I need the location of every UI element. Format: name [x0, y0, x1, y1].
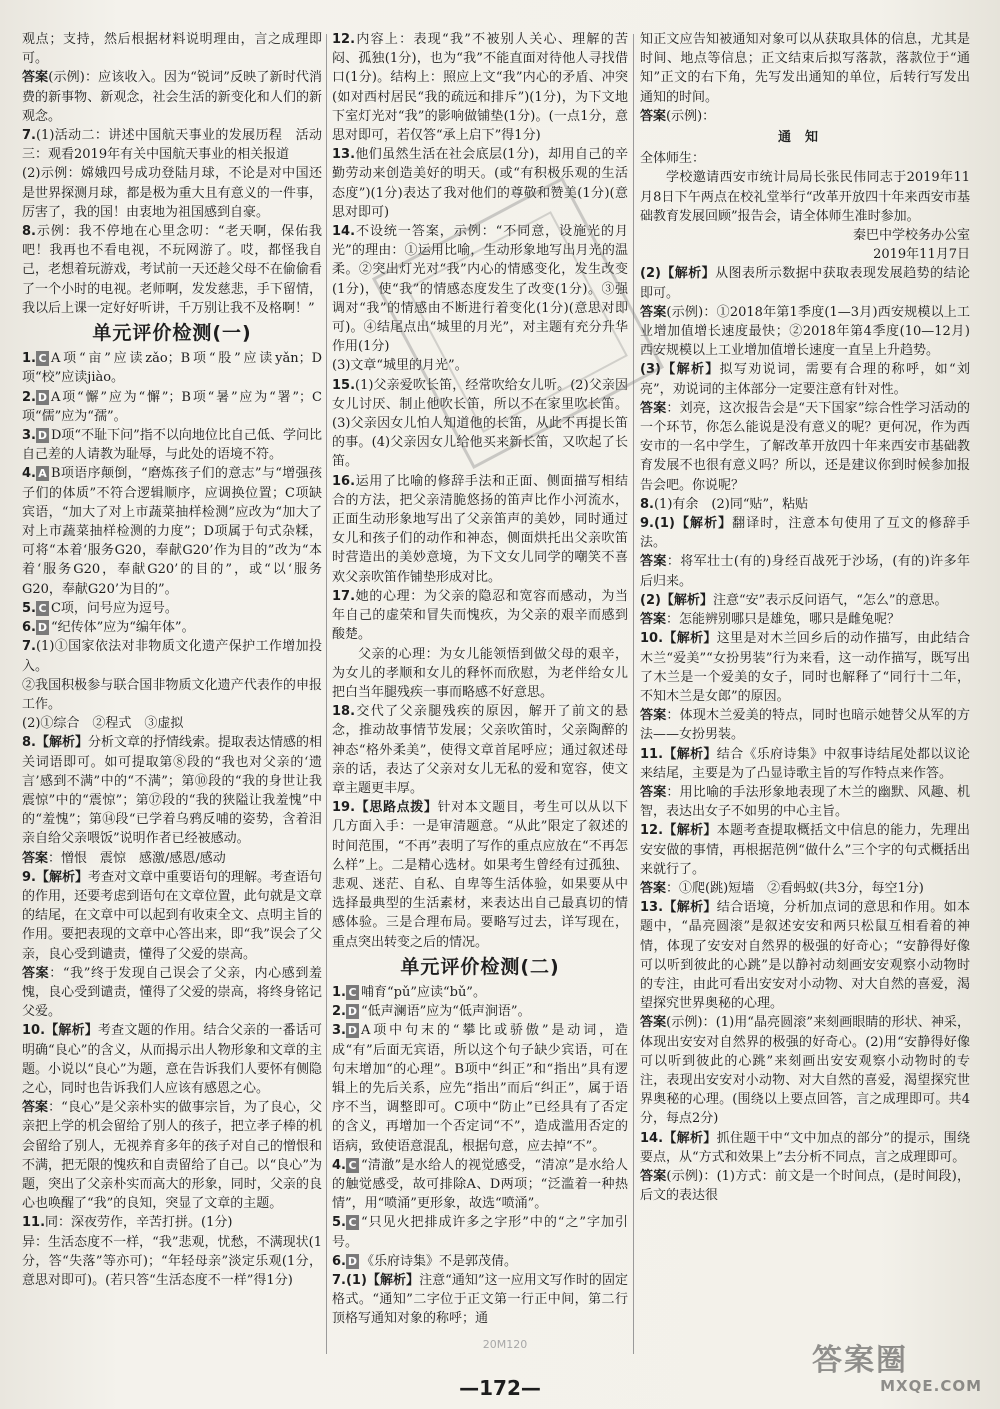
answer-text: 她的心理：为父亲的隐忍和宽容而感动，为当年自己的虚荣和冒失而愧疚，为父亲的艰辛而感到酸楚。	[332, 588, 628, 643]
answer-label: 答案	[640, 1168, 667, 1184]
answer-text: (示例)：	[666, 108, 716, 124]
choice-badge: C	[36, 601, 49, 616]
answer-text: A项“亩”应读zǎo；B项“股”应读yǎn；D项“校”应读jiào。	[22, 351, 322, 386]
answer-text: 学校邀请西安市统计局局长张民伟同志于2019年11月8日下午两点在校礼堂举行“改革开放四十年来西安市基础教育发展回顾”报告会，请全体师生准时参加。	[640, 170, 970, 224]
answer-text: “只见火把排成许多之字形”中的“之”字加引号。	[332, 1215, 628, 1250]
answer-text: 抓住题干中“文中加点的部分”的提示，围绕要点，从“方式和效果上”去分析不同点，言之成理即可。	[640, 1130, 970, 1165]
answer-label: 【解析】	[663, 900, 717, 916]
answer-item	[22, 1021, 322, 1098]
answer-paragraph	[22, 30, 322, 68]
answer-text: 哺育“pǔ”应读“bǔ”。	[360, 984, 486, 1000]
answer-paragraph	[22, 676, 322, 714]
answer-paragraph	[640, 360, 970, 398]
choice-badge: C	[36, 351, 49, 366]
item-number: 19.	[332, 800, 356, 816]
choice-badge: C	[346, 1158, 359, 1173]
answer-text: (1)有余 (2)同“贴”，粘贴	[653, 496, 809, 512]
answer-paragraph	[640, 303, 970, 361]
answer-item	[22, 426, 322, 464]
answer-paragraph	[22, 849, 322, 868]
section-heading: 单元评价检测(二)	[400, 955, 560, 978]
answer-paragraph	[640, 245, 970, 264]
item-number: 12.	[640, 823, 664, 839]
answer-item	[22, 1213, 322, 1232]
answer-label: 答案	[640, 554, 667, 570]
answer-item	[332, 145, 628, 222]
item-number: 15.	[332, 377, 356, 393]
answer-label: 答案	[22, 965, 50, 981]
answer-label: (2)【解析】	[640, 266, 716, 282]
watermark-logo-url: MXQE.COM	[880, 1377, 982, 1395]
answer-item	[640, 629, 970, 706]
item-number: 9.	[22, 869, 36, 885]
answer-item	[22, 349, 322, 387]
choice-badge: D	[347, 1024, 358, 1038]
answer-paragraph	[640, 30, 970, 107]
item-number: 3.	[332, 1023, 346, 1039]
answer-text: 结合语境，分析加点词的意思和作用。如本题中，“晶亮圆滚”是叙述安安和两只松鼠互相看着的神情，体现了安安对自然界的极强的好奇心；“安静得好像可以听到彼此的心跳”是以静衬动刻画安安观察小动物时的专注，由此可看出安安对小动物、对大自然的喜爱，渴望探究世界奥秘的心理。	[640, 900, 970, 1012]
item-number: 6.	[22, 620, 36, 636]
answer-item	[22, 126, 322, 164]
item-number: 18.	[332, 704, 356, 720]
answer-text: ：将军壮士(有的)身经百战死于沙场，(有的)许多年后归来。	[640, 554, 970, 589]
answer-paragraph	[640, 783, 970, 821]
answer-text: 交代了父亲腿残疾的原因，解开了前文的悬念，推动故事情节发展；父亲吹笛时，父亲陶醉的神态“格外柔美”，使得文章首尾呼应；通过叙述母亲的话，表达了父亲对女儿无私的爱和宽容，使文章主题更丰厚。	[332, 704, 628, 796]
item-number: 14.	[640, 1130, 664, 1146]
answer-text: (示例)：(1)用“晶亮圆滚”来刻画眼睛的形状、神采，体现出安安对自然界的极强的好奇心。(2)用“安静得好像可以听到彼此的心跳”来刻画出安安观察小动物时的专注，表现出安安对小动物、对大自然的喜爱，渴望探究世界奥秘的心理。(围绕以上要点回答，言之成理即可。共4分，每点2分)	[640, 1015, 970, 1127]
answer-text: 同：深夜劳作，辛苦打拼。(1分)	[45, 1215, 233, 1231]
print-code: 20M120	[482, 1338, 528, 1351]
answer-paragraph	[640, 168, 970, 226]
item-number: 2.	[22, 389, 36, 405]
answer-paragraph	[22, 964, 322, 1022]
item-number: 12.	[332, 32, 356, 47]
answer-text: (示例)：(1)方式：前文是一个时间点，(是时间段)，后文的表达很	[640, 1168, 970, 1204]
answer-item	[332, 1271, 628, 1329]
answer-text: 内容上：表现“我”不被别人关心、理解的苦闷、孤独(1分)，也为“我”不能直面对待他人寻找借口(1分)。结构上：照应上文“我”内心的矛盾、冲突(如对西村居民“我的疏远和排斥”)(1分)，为下文地下室灯光对“我”的影响做铺垫(1分)。(一点1分，意思对即可，若仅答“承上启下”得1分)	[332, 32, 628, 144]
answer-item	[22, 599, 322, 618]
answer-paragraph	[640, 879, 970, 898]
answer-text: ：体现木兰爱美的特点，同时也暗示她替父从军的方法——女扮男装。	[640, 708, 970, 743]
answer-text: B项语序颠倒，“磨炼孩子们的意志”与“增强孩子们的体质”不符合逻辑顺序，应调换位置；C项缺宾语，“加大了对上市蔬菜抽样检测”应改为“加大了对上市蔬菜抽样检测的力度”；D项属于句式杂糅，可将“本着‘服务G20，奉献G20’作为目的”改为“本着‘服务G20，奉献G20’的目的”，或“以‘服务G20，奉献G20’为目的”。	[22, 466, 322, 597]
answer-text: “清澈”是水给人的视觉感受，“清凉”是水给人的触觉感受，故可排除A、D两项；“泛滥着一种热情”，用“喷涌”更形象，故选“喷涌”。	[332, 1157, 628, 1212]
answer-label: 【解析】	[663, 746, 717, 762]
answer-text: 考查对文章中重要语句的理解。考查语句的作用，还要考虑到语句在文章位置，此句就是文章的结尾，在文章中可以起到有收束全文、点明主旨的作用。要把表现的文章中心答出来，即“我”误会了父亲，良心受到谴责，懂得了父爱的崇高。	[22, 869, 322, 962]
choice-badge: C	[346, 1215, 359, 1230]
watermark-logo	[812, 1343, 982, 1395]
answer-text: 拟写劝说词，需要有合理的称呼，如“刘亮”，劝说词的主体部分一定要注意有针对性。	[640, 362, 970, 397]
answer-label: (1)【解析】	[653, 516, 733, 532]
column-middle	[332, 30, 628, 1360]
answer-text: 父亲的心理：为女儿能领悟到做父母的艰辛，为女儿的孝顺和女儿的释怀而欣慰，为老伴给女儿把白当年腿残疾一事而略感不好意思。	[332, 646, 628, 700]
page-number: —172—	[459, 1376, 541, 1400]
answer-text: 针对本文题目，考生可以从以下几方面入手：一是审清题意。“从此”限定了叙述的时间范围，“不再”表明了写作的重点应放在“不再怎么样”上。二是精心选材。如果考生曾经有过孤独、悲观、迷茫、自私、自卑等生活体验，如果要从中选择最典型的生活素材，来表达出自己最真切的情感体验。三是合理布局。要略写过去，详写现在，重点突出转变之后的情况。	[332, 800, 628, 950]
answer-item	[22, 868, 322, 964]
column-left	[22, 30, 322, 1360]
choice-badge: D	[37, 429, 48, 443]
answer-label: 答案	[640, 108, 667, 124]
answer-text: 不设统一答案，示例：“不同意，设施光的月光”的理由：①运用比喻，生动形象地写出月光的温柔。②突出灯光对“我”内心的情感变化，发生改变(1分)，使“我”的情感态度发生了改变(1分)。③强调对“我”的情感由不断进行着变化(1分)(意思对即可)。④结尾点出“城里的月光”，对主题有充分升华作用(1分)	[332, 224, 628, 355]
answer-item	[640, 514, 970, 552]
answer-text: (1)父亲爱吹长笛，经常吹给女儿听。(2)父亲因女儿讨厌、制止他吹长笛，所以不在家里吹长笛。(3)父亲因女儿怕人知道他的长笛，从此不再提长笛的事。(4)父亲因女儿给他买来新长笛，又吹起了长笛。	[332, 377, 628, 470]
column-right	[640, 30, 970, 1360]
answer-item	[22, 733, 322, 848]
answer-text: 结合《乐府诗集》中叙事诗结尾处都以议论来结尾，主要是为了凸显诗歌主旨的写作特点来作答。	[640, 746, 970, 781]
answer-label: 【解析】	[663, 823, 717, 839]
notice-title: 通知	[777, 130, 832, 146]
item-number: 4.	[332, 1157, 346, 1173]
answer-item	[22, 464, 322, 598]
item-number: 8.	[22, 735, 36, 751]
answer-text: (3)文章“城里的月光”。	[332, 358, 468, 374]
answer-item	[640, 821, 970, 879]
item-number: 11.	[22, 1215, 46, 1231]
item-number: 17.	[332, 588, 356, 604]
answer-text: 分析文章的抒情线索。提取表达情感的相关词语即可。如可提取第⑧段的“我也对父亲的‘遗言’感到不满”中的“不满”；第⑩段的“我的身世让我震惊”中的“震惊”；第⑰段的“我的狭隘让我羞愧”中的“羞愧”；第⑭段“已学着乌鸦反哺的姿势，含着泪亲自给父亲喂饭”说明作者已经被感动。	[22, 735, 322, 847]
answer-item	[332, 983, 628, 1002]
item-number: 10.	[640, 631, 664, 647]
answer-text: 示例：我不停地在心里念叨：“老天啊，保佑我吧！我再也不看电视，不玩网游了。哎，都怪我自己，老想着玩游戏，考试前一天还趁父母不在偷偷看了一个小时的电视。老师啊，发发慈悲，手下留情，我以后上课一定好好听讲，千万别让我不及格啊！”	[22, 224, 322, 316]
choice-badge: D	[347, 1254, 358, 1268]
answer-label: 【解析】	[35, 735, 88, 751]
answer-item	[332, 30, 628, 145]
answer-label: 答案	[640, 784, 667, 800]
answer-item	[332, 702, 628, 798]
answer-paragraph	[640, 399, 970, 495]
answer-paragraph	[22, 68, 322, 126]
watermark-logo-text: 答案圈	[812, 1343, 908, 1378]
choice-badge: D	[37, 621, 48, 635]
answer-text: 翻译时，注意本句使用了互文的修辞手法。	[640, 516, 970, 551]
item-number: 11.	[640, 746, 664, 762]
column-divider	[633, 34, 634, 1354]
answer-text: ：憎恨 震惊 感激/感恩/感动	[48, 850, 226, 866]
item-number: 7.	[332, 1273, 346, 1288]
answer-label: 【解析】	[45, 1023, 98, 1039]
answer-label: 答案	[640, 708, 667, 724]
answer-text: ：刘亮，这次报告会是“天下国家”综合性学习活动的一个环节，你怎么能说是没有意义的呢？更何况，作为西安市的一名中学生，了解改革开放四十年来西安市基础教育发展不也很有意义吗？所以，还是建议你到时候参加报告会吧。你说呢？	[640, 400, 970, 493]
answer-item	[332, 472, 628, 587]
answer-text: (1)活动二：讲述中国航天事业的发展历程 活动三：观看2019年有关中国航天事业的相关报道	[22, 128, 322, 163]
answer-item	[332, 798, 628, 952]
answer-item	[332, 1252, 628, 1271]
answer-paragraph	[640, 1013, 970, 1128]
answer-paragraph	[640, 591, 970, 610]
answer-label: 答案	[640, 400, 667, 416]
item-number: 6.	[332, 1253, 346, 1269]
item-number: 13.	[640, 900, 664, 916]
item-number: 1.	[332, 984, 346, 1000]
answer-item	[332, 1002, 628, 1021]
item-number: 7.	[22, 639, 36, 655]
answer-paragraph	[640, 1167, 970, 1205]
item-number: 7.	[22, 128, 36, 144]
answer-text: 观点；支持，然后根据材料说明理由，言之成理即可。	[22, 32, 322, 67]
choice-badge: C	[346, 985, 359, 1000]
answer-text: 这里是对木兰回乡后的动作描写，由此结合木兰“爱美”“女扮男装”行为来看，这一动作描写，既写出了木兰是一个爱美的女子，同时也解释了“同行十二年，不知木兰是女郎”的原因。	[640, 631, 970, 704]
answer-label: (1)【解析】	[345, 1273, 420, 1288]
choice-badge: D	[37, 390, 48, 404]
answer-paragraph	[640, 610, 970, 629]
answer-text: (示例)：①2018年第1季度(1—3月)西安规模以上工业增加值增长速度最快；②2018年第4季度(10—12月)西安规模以上工业增加值增长速度一直呈上升趋势。	[640, 304, 970, 359]
item-number: 8.	[22, 224, 36, 240]
answer-text: 本题考查提取概括文中信息的能力，先理出安安做的事情，再根据范例“做什么”三个字的句式概括出来就行了。	[640, 823, 970, 877]
choice-badge: D	[347, 1005, 358, 1019]
answer-label: 答案	[640, 1015, 667, 1031]
answer-text: D项“不耻下问”指不以向地位比自己低、学问比自己差的人请教为耻辱，与此处的语境不符。	[22, 428, 322, 463]
answer-text: 从图表所示数据中获取表现发展趋势的结论即可。	[640, 266, 970, 301]
answer-label: 【解析】	[35, 869, 88, 885]
item-number: 8.	[640, 496, 654, 512]
answer-item	[22, 388, 322, 426]
answer-item	[332, 1021, 628, 1155]
answer-text: (示例)：应该收入。因为“锐词”反映了新时代消费的新事物、新观念，社会生活的新变化和人们的新观念。	[22, 70, 322, 124]
answer-item	[640, 495, 970, 514]
section-heading: 单元评价检测(一)	[92, 322, 252, 345]
answer-paragraph	[640, 149, 970, 168]
answer-text: ：①爬(跳)短墙 ②看蚂蚁(共3分，每空1分)	[666, 880, 924, 896]
answer-text: A项中句末的“攀比或骄傲”是动词，造成“有”后面无宾语，所以这个句子缺少宾语，可在句末增加“的心理”。B项中“纠正”和“指出”具有逻辑上的先后关系，应先“指出”而后“纠正”，属于语序不当，调整即可。C项中“防止”已经具有了否定的含义，再增加一个否定词“不”，造成滥用否定的语病，致使语意混乱，根据句意，应去掉“不”。	[332, 1023, 628, 1154]
answer-label: (2)【解析】	[640, 592, 713, 608]
item-number: 3.	[22, 428, 36, 444]
answer-label: 答案	[640, 304, 667, 320]
answer-item	[640, 898, 970, 1013]
answer-item	[22, 637, 322, 675]
item-number: 9.	[640, 516, 654, 532]
answer-label: 答案	[640, 612, 667, 628]
answer-item	[332, 587, 628, 645]
answer-text: 注意“通知”这一应用文写作时的固定格式。“通知”二字位于正文第一行正中间，第二行顶格写通知对象的称呼；通	[332, 1273, 628, 1327]
answer-item	[332, 1156, 628, 1214]
column-divider	[326, 34, 327, 1354]
answer-item	[22, 222, 322, 318]
answer-text: (2)示例：嫦娥四号成功登陆月球，不论是对中国还是世界探测月球，都是极为重大且有意义的一件事，厉害了，我的国！由衷地为祖国感到自豪。	[22, 166, 322, 220]
answer-item	[22, 618, 322, 637]
item-number: 13.	[332, 147, 356, 163]
answer-paragraph	[22, 164, 322, 222]
item-number: 1.	[22, 351, 36, 367]
answer-label: 答案	[22, 70, 49, 86]
answer-paragraph	[22, 1233, 322, 1291]
answer-paragraph	[22, 714, 322, 733]
answer-item	[640, 745, 970, 783]
answer-label: 【解析】	[663, 1130, 717, 1146]
answer-text: ：“我”终于发现自己误会了父亲，内心感到羞愧，良心受到谴责，懂得了父爱的崇高，将终身铭记父爱。	[22, 965, 322, 1020]
answer-label: 答案	[640, 880, 667, 896]
item-number: 2.	[332, 1004, 346, 1020]
answer-item	[640, 1129, 970, 1167]
answer-paragraph	[640, 226, 970, 245]
answer-text: (2)①综合 ②程式 ③虚拟	[22, 716, 184, 732]
answer-paragraph	[22, 1098, 322, 1213]
answer-text: 知正文应告知被通知对象可以从获取具体的信息，尤其是时间、地点等信息；正文结束后拟写落款，落款位于“通知”正文的右下角，先写发出通知的单位，后转行写发出通知的时间。	[640, 32, 970, 105]
answer-label: 答案	[22, 1100, 49, 1116]
item-number: 14.	[332, 224, 356, 240]
answer-text: 秦巴中学校务办公室	[852, 228, 970, 244]
answer-paragraph	[640, 107, 970, 126]
answer-text: 注意“安”表示反问语气，“怎么”的意思。	[712, 592, 948, 608]
answer-label: 【思路点拨】	[355, 800, 438, 816]
answer-text: ：怎能辨别哪只是雄兔，哪只是雌兔呢？	[666, 612, 901, 628]
answer-text: “纪传体”应为“编年体”。	[50, 620, 195, 636]
answer-text: A项“懈”应为“懈”；B项“暑”应为“署”；C项“儒”应为“孺”。	[22, 389, 322, 424]
answer-label: 【解析】	[663, 631, 717, 647]
answer-paragraph	[640, 552, 970, 590]
answer-label: 答案	[22, 850, 49, 866]
answer-paragraph	[332, 645, 628, 703]
answer-item	[332, 1213, 628, 1251]
item-number: 16.	[332, 473, 356, 489]
answer-text: 全体师生：	[640, 151, 706, 167]
answer-text: “低声澜语”应为“低声涧语”。	[360, 1004, 531, 1020]
answer-text: 《乐府诗集》不是郭茂倩。	[360, 1253, 517, 1269]
item-number: 5.	[332, 1215, 346, 1231]
answer-paragraph	[640, 264, 970, 302]
answer-text: 运用了比喻的修辞手法和正面、侧面描写相结合的方法，把父亲清脆悠扬的笛声比作小河流水，正面生动形象地写出了父亲笛声的美妙，同时通过女儿和孩子们的动作和神态，侧面烘托出父亲吹笛时营造出的美妙意境，为下文女儿同学的嘲笑不喜欢父亲吹笛作铺垫形成对比。	[332, 473, 628, 585]
answer-text: ②我国积极参与联合国非物质文化遗产代表作的申报工作。	[22, 677, 322, 712]
answer-text: 2019年11月7日	[873, 247, 970, 263]
answer-paragraph	[640, 706, 970, 744]
answer-text: ：用比喻的手法形象地表现了木兰的幽默、风趣、机智，表达出女子不如男的中心主旨。	[640, 784, 970, 820]
item-number: 10.	[22, 1023, 46, 1039]
choice-badge: A	[36, 466, 49, 481]
answer-text: C项，问号应为逗号。	[50, 600, 178, 616]
item-number: 5.	[22, 600, 36, 616]
answer-text: 他们虽然生活在社会底层(1分)，却用自己的辛勤劳动来创造美好的明天。(或“有积极乐观的生活态度”)(1分)表达了我对他们的尊敬和赞美(1分)(意思对即可)	[332, 147, 628, 220]
answer-text: 考查文题的作用。结合父亲的一番话可明确“良心”的含义，从而揭示出人物形象和文章的主题。小说以“良心”为题，意在告诉我们人要怀有侧隐之心，同时也告诉我们人应该有感恩之心。	[22, 1023, 322, 1096]
answer-text: ：“良心”是父亲朴实的做事宗旨，为了良心，父亲把上学的机会留给了别人的孩子，把立孝子棒的机会留给了别人，无视养育多年的孩子对自己的憎恨和不满，把无限的愧疚和自责留给了自己。以“良心”为题，突出了父亲朴实而高大的形象，同时，父亲的良心也唤醒了“我”的良知，突显了文章的主题。	[22, 1100, 322, 1212]
answer-text: (1)①国家依法对非物质文化遗产保护工作增加投入。	[22, 639, 322, 674]
answer-text: 异：生活态度不一样，“我”悲观，忧愁，不满现状(1分，答“失落”等亦可)；“年轻母亲”淡定乐观(1分，意思对即可)。(若只答“生活态度不一样”得1分)	[22, 1234, 322, 1288]
answer-label: (3)【解析】	[640, 362, 720, 378]
item-number: 4.	[22, 466, 36, 482]
